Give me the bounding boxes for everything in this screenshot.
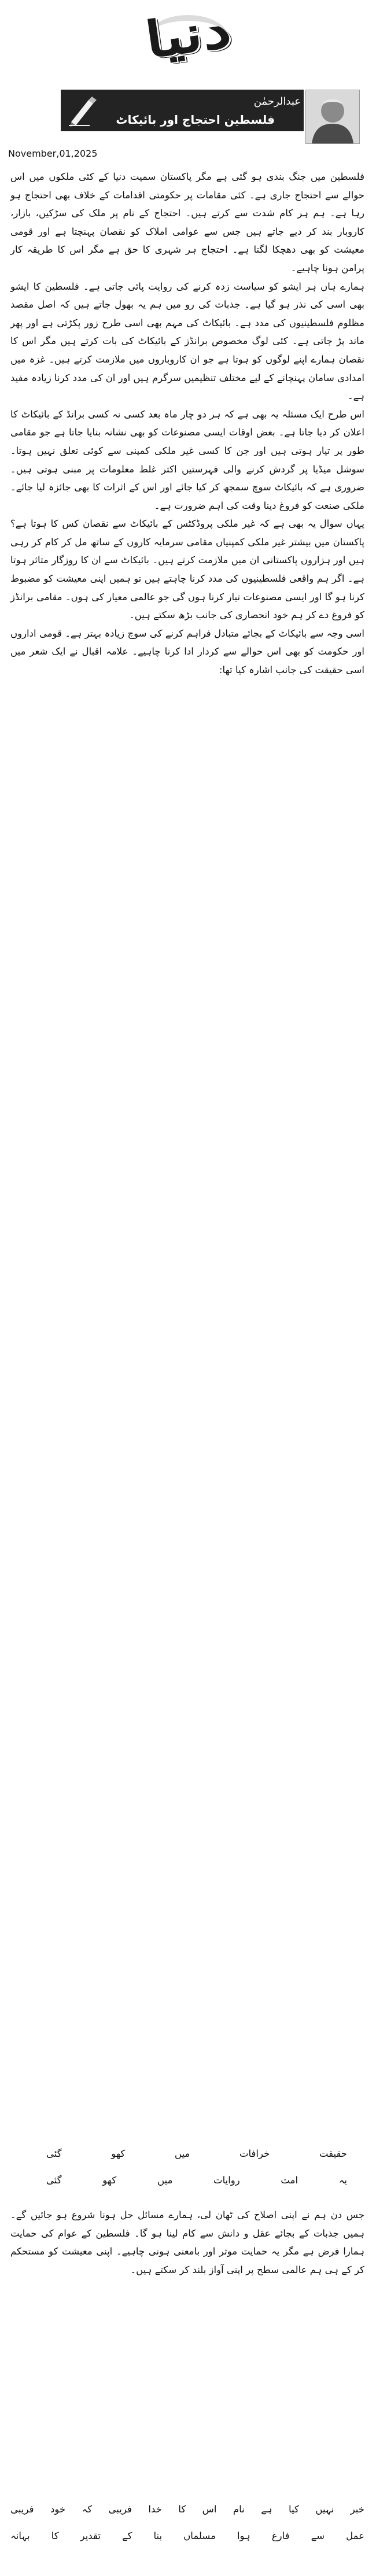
verse-word: کیا — [289, 2504, 299, 2515]
column-header — [0, 90, 376, 136]
verse-word: یہ — [338, 2175, 347, 2186]
verse-word: نہیں — [315, 2504, 334, 2515]
verse-word: کھو — [111, 2148, 126, 2159]
verse-line — [10, 2504, 364, 2530]
verse-word: میں — [174, 2148, 190, 2159]
article-paragraph: اس طرح ایک مسئلہ یہ بھی ہے کہ ہر دو چار ماہ بعد کسی نہ کسی برانڈ کے بائیکاٹ کا اعلان کر دیا جاتا ہے۔ بعض اوقات ایسی مصنوعات کو بھی نشانہ بنایا جاتا ہے جو مقامی طور پر تیار ہوتی ہیں اور جن کا کسی غیر ملکی کمپنی سے کوئی تعلق نہیں ہوتا۔ سوشل میڈیا پر گردش کرنے والی فہرستیں اکثر غلط معلومات پر مبنی ہوتی ہیں۔ ضروری ہے کہ بائیکاٹ سوچ سمجھ کر کیا جائے اور اس کے اثرات کا بھی جائزہ لیا جائے۔ ملکی صنعت کو فروغ دینا وقت کی اہم ضرورت ہے۔ — [10, 408, 364, 511]
verse-word: نام — [233, 2504, 245, 2515]
verse-word: فارغ — [271, 2530, 290, 2541]
article-paragraph: اسی وجہ سے بائیکاٹ کے بجائے متبادل فراہم کرنے کی سوچ زیادہ بہتر ہے۔ قومی اداروں اور حکومت کو بھی اس حوالے سے کردار ادا کرنا چاہیے۔ علامہ اقبال نے ایک شعر میں اسی حقیقت کی جانب اشارہ کیا تھا: — [10, 627, 364, 676]
verse-word: خدا — [148, 2504, 162, 2515]
verse-word: ہے — [261, 2504, 272, 2515]
logo-text: دنیا — [141, 0, 235, 70]
closing-verse — [10, 2504, 364, 2557]
verse-word: میں — [157, 2175, 173, 2186]
pen-icon — [67, 94, 101, 127]
article-paragraph: ہمارے ہاں ہر ایشو کو سیاست زدہ کرنے کی روایت پائی جاتی ہے۔ فلسطین کا ایشو بھی اسی کی نذر ہو گیا ہے۔ جذبات کی رو میں ہم یہ بھول جاتے ہیں کہ اصل مقصد مظلوم فلسطینیوں کی مدد ہے۔ بائیکاٹ کی مہم بھی اسی طرح زور پکڑتی ہے اور پھر ماند پڑ جاتی ہے۔ کئی لوگ مخصوص برانڈز کے بائیکاٹ کی بات کرتے ہیں مگر اس کا نقصان ہمارے اپنے لوگوں کو ہوتا ہے جو ان کاروباروں میں ملازمت کرتے ہیں۔ غزہ میں امدادی سامان پہنچانے کے لیے مختلف تنظیمیں سرگرم ہیں اور ان کی مدد کرنا زیادہ مفید ہے۔ — [10, 280, 364, 402]
closing-paragraph: جس دن ہم نے اپنی اصلاح کی ٹھان لی، ہمارے مسائل حل ہونا شروع ہو جائیں گے۔ ہمیں جذبات کے بجائے عقل و دانش سے کام لینا ہو گا۔ فلسطین کے عوام کی حمایت ہمارا فرض ہے مگر یہ حمایت موثر اور بامعنی ہونی چاہیے۔ اپنی معیشت کو مستحکم کر کے ہی ہم عالمی سطح پر اپنی آواز بلند کر سکتے ہیں۔ — [10, 2209, 364, 2275]
verse-word: کا — [51, 2530, 59, 2541]
verse-word: خبر — [350, 2504, 364, 2515]
verse-word: امت — [281, 2175, 298, 2186]
verse-word: ہوا — [237, 2530, 250, 2541]
verse-line — [10, 2530, 364, 2557]
article-body — [10, 168, 364, 679]
author-name: عبدالرحمٰن — [253, 95, 301, 108]
article-paragraph: فلسطین میں جنگ بندی ہو گئی ہے مگر پاکستان سمیت دنیا کے کئی ملکوں میں اس حوالے سے احتجاج جاری ہے۔ کئی مقامات پر حکومتی اقدامات کے خلاف بھی احتجاج ہو رہا ہے۔ ہم ہر کام شدت سے کرتے ہیں۔ احتجاج کے نام پر ملک کی سڑکیں، بازار، کاروبار بند کر دیے جاتے ہیں جس سے عوامی املاک کو نقصان پہنچتا ہے اور قومی معیشت کو بھی دھچکا لگتا ہے۔ احتجاج ہر شہری کا حق ہے مگر اس کا طریقہ کار پرامن ہونا چاہیے۔ — [10, 171, 364, 274]
verse-word: روایات — [213, 2175, 240, 2186]
verse-word: خود — [50, 2504, 66, 2515]
newspaper-logo — [141, 0, 235, 70]
verse-word: سے — [311, 2530, 325, 2541]
verse-word: اس — [202, 2504, 217, 2515]
verse-word: حقیقت — [319, 2148, 347, 2159]
verse-line — [46, 2148, 347, 2175]
verse-word: مسلماں — [183, 2530, 216, 2541]
verse-word: گئی — [46, 2148, 62, 2159]
verse-word: بنا — [153, 2530, 163, 2541]
verse-line — [46, 2175, 347, 2201]
verse-word: خرافات — [239, 2148, 270, 2159]
publish-date: November,01,2025 — [8, 148, 98, 159]
article-paragraph: یہاں سوال یہ بھی ہے کہ غیر ملکی پروڈکٹس کے بائیکاٹ سے نقصان کس کا ہوتا ہے؟ پاکستان میں بیشتر غیر ملکی کمپنیاں مقامی سرمایہ کاروں کے ساتھ مل کر کام کر رہی ہیں اور ہزاروں پاکستانی ان میں ملازمت کرتے ہیں۔ بائیکاٹ سے ان کا روزگار متاثر ہوتا ہے۔ اگر ہم واقعی فلسطینیوں کی مدد کرنا چاہتے ہیں تو ہمیں اپنی معیشت کو مضبوط کرنا ہو گا اور ایسی مصنوعات تیار کرنا ہوں گی جو عالمی معیار کی ہوں۔ مقامی برانڈز کو فروغ دے کر ہم خود انحصاری کی جانب بڑھ سکتے ہیں۔ — [10, 518, 364, 621]
verse-word: گئی — [46, 2175, 62, 2186]
verse-word: عمل — [346, 2530, 364, 2541]
verse-word: کھو — [102, 2175, 117, 2186]
verse-word: بہانہ — [10, 2530, 30, 2541]
verse-word: فریبی — [10, 2504, 34, 2515]
column-title: فلسطین احتجاج اور بائیکاٹ — [116, 113, 275, 127]
verse-word: کے — [121, 2530, 132, 2541]
author-photo — [305, 90, 360, 144]
verse-word: کا — [178, 2504, 186, 2515]
masthead — [0, 0, 376, 81]
quoted-verse — [46, 2148, 347, 2201]
verse-word: کہ — [82, 2504, 93, 2515]
verse-word: فریبی — [108, 2504, 132, 2515]
author-portrait-icon — [306, 90, 359, 143]
verse-word: تقدیر — [80, 2530, 101, 2541]
